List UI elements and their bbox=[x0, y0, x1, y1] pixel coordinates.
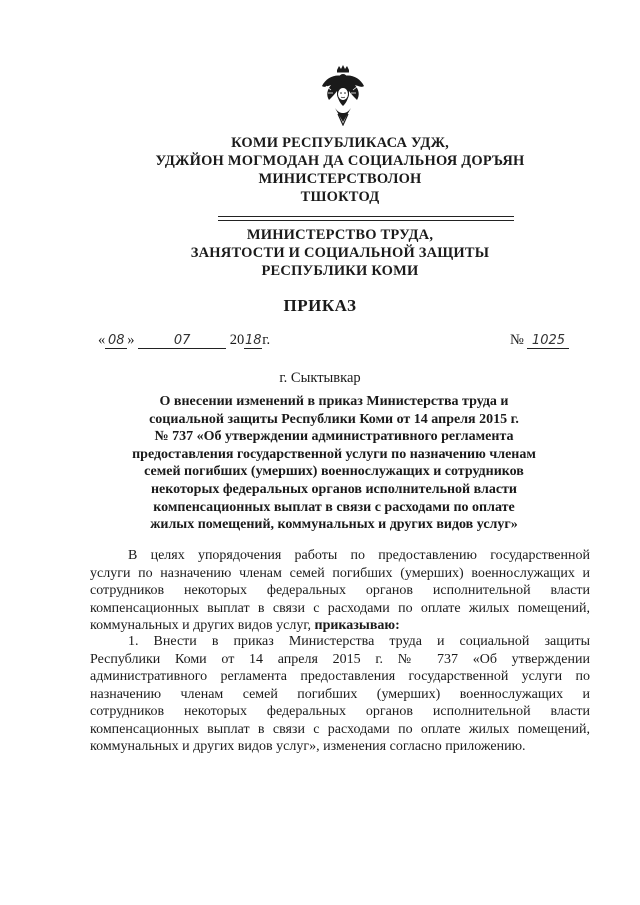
header-ru-line: ЗАНЯТОСТИ И СОЦИАЛЬНОЙ ЗАЩИТЫ bbox=[190, 245, 490, 261]
header-ru-line: МИНИСТЕРСТВО ТРУДА, bbox=[246, 227, 434, 243]
date-day: 08 bbox=[105, 334, 127, 349]
preamble-line-last bbox=[90, 617, 590, 635]
number-sign: № bbox=[510, 332, 524, 348]
date-close-quote: » bbox=[127, 332, 135, 348]
date-year-prefix: 20 bbox=[229, 332, 245, 348]
header-ru-line: РЕСПУБЛИКИ КОМИ bbox=[261, 263, 419, 279]
preamble-line: коммунальных и других видов услуг, bbox=[90, 618, 312, 633]
subject-line: семей погибших (умерших) военнослужащих и сотрудников bbox=[144, 464, 524, 480]
preamble-line: сотрудников некоторых федеральных органов исполнительной власти bbox=[90, 583, 590, 598]
item-line: компенсационных выплат в связи с расходами по оплате жилых помещений, bbox=[90, 721, 590, 737]
item-line: 1. Внести в приказ Министерства труда и социальной защиты bbox=[128, 634, 590, 649]
date-month: 07 bbox=[138, 334, 226, 349]
preamble-line: компенсационных выплат в связи с расходами по оплате жилых помещений, bbox=[90, 600, 590, 616]
subject-line: некоторых федеральных органов исполнительной власти bbox=[150, 481, 517, 497]
item-line: коммунальных и других видов услуг», изменения согласно приложению. bbox=[90, 739, 526, 754]
header-komi bbox=[120, 134, 560, 206]
subject-line: № 737 «Об утверждении административного регламента bbox=[154, 429, 514, 445]
header-divider-top bbox=[218, 216, 514, 217]
header-divider-bottom bbox=[218, 220, 514, 221]
header-komi-line: УДЖЙОН МОГМОДАН ДА СОЦИАЛЬНОЯ ДОРЪЯН bbox=[155, 153, 525, 169]
subject-line: компенсационных выплат в связи с расходами по оплате bbox=[153, 499, 515, 515]
date-open-quote: « bbox=[98, 332, 106, 348]
preamble-paragraph bbox=[90, 547, 590, 635]
document-title: ПРИКАЗ bbox=[283, 296, 357, 315]
date-year-unit: г. bbox=[262, 332, 271, 348]
coat-of-arms-emblem bbox=[318, 64, 368, 126]
preamble-line: услуги по назначению членам семей погибших (умерших) военнослужащих и bbox=[90, 565, 590, 581]
order-number bbox=[510, 332, 569, 349]
header-komi-line: МИНИСТЕРСТВОЛОН bbox=[258, 171, 422, 187]
subject-line: О внесении изменений в приказ Министерства труда и bbox=[159, 394, 509, 409]
subject-line: социальной защиты Республики Коми от 14 апреля 2015 г. bbox=[149, 411, 519, 427]
header-komi-line: ТШОКТОД bbox=[300, 189, 380, 205]
order-date bbox=[98, 332, 270, 349]
city-name: г. Сыктывкар bbox=[279, 370, 361, 386]
date-year-suffix: 18 bbox=[244, 333, 262, 348]
subject-line: жилых помещений, коммунальных и других видов услуг» bbox=[150, 517, 518, 533]
order-item-1 bbox=[90, 633, 590, 756]
header-russian bbox=[120, 226, 560, 280]
item-line: сотрудников некоторых федеральных органов исполнительной власти bbox=[90, 704, 590, 719]
item-line: административного регламента предоставления государственной услуги по bbox=[90, 669, 590, 684]
order-directive: приказываю: bbox=[314, 618, 400, 633]
order-subject bbox=[110, 393, 558, 534]
number-value: 1025 bbox=[527, 334, 569, 349]
header-komi-line: КОМИ РЕСПУБЛИКАСА УДЖ, bbox=[231, 135, 449, 151]
item-line: назначению членам семей погибших (умерших) военнослужащих и bbox=[90, 686, 590, 702]
subject-line: предоставления государственной услуги по назначению членам bbox=[132, 446, 536, 462]
item-line: Республики Коми от 14 апреля 2015 г. № 737 «Об утверждении bbox=[90, 651, 590, 667]
preamble-line: В целях упорядочения работы по предоставлению государственной bbox=[128, 548, 590, 563]
